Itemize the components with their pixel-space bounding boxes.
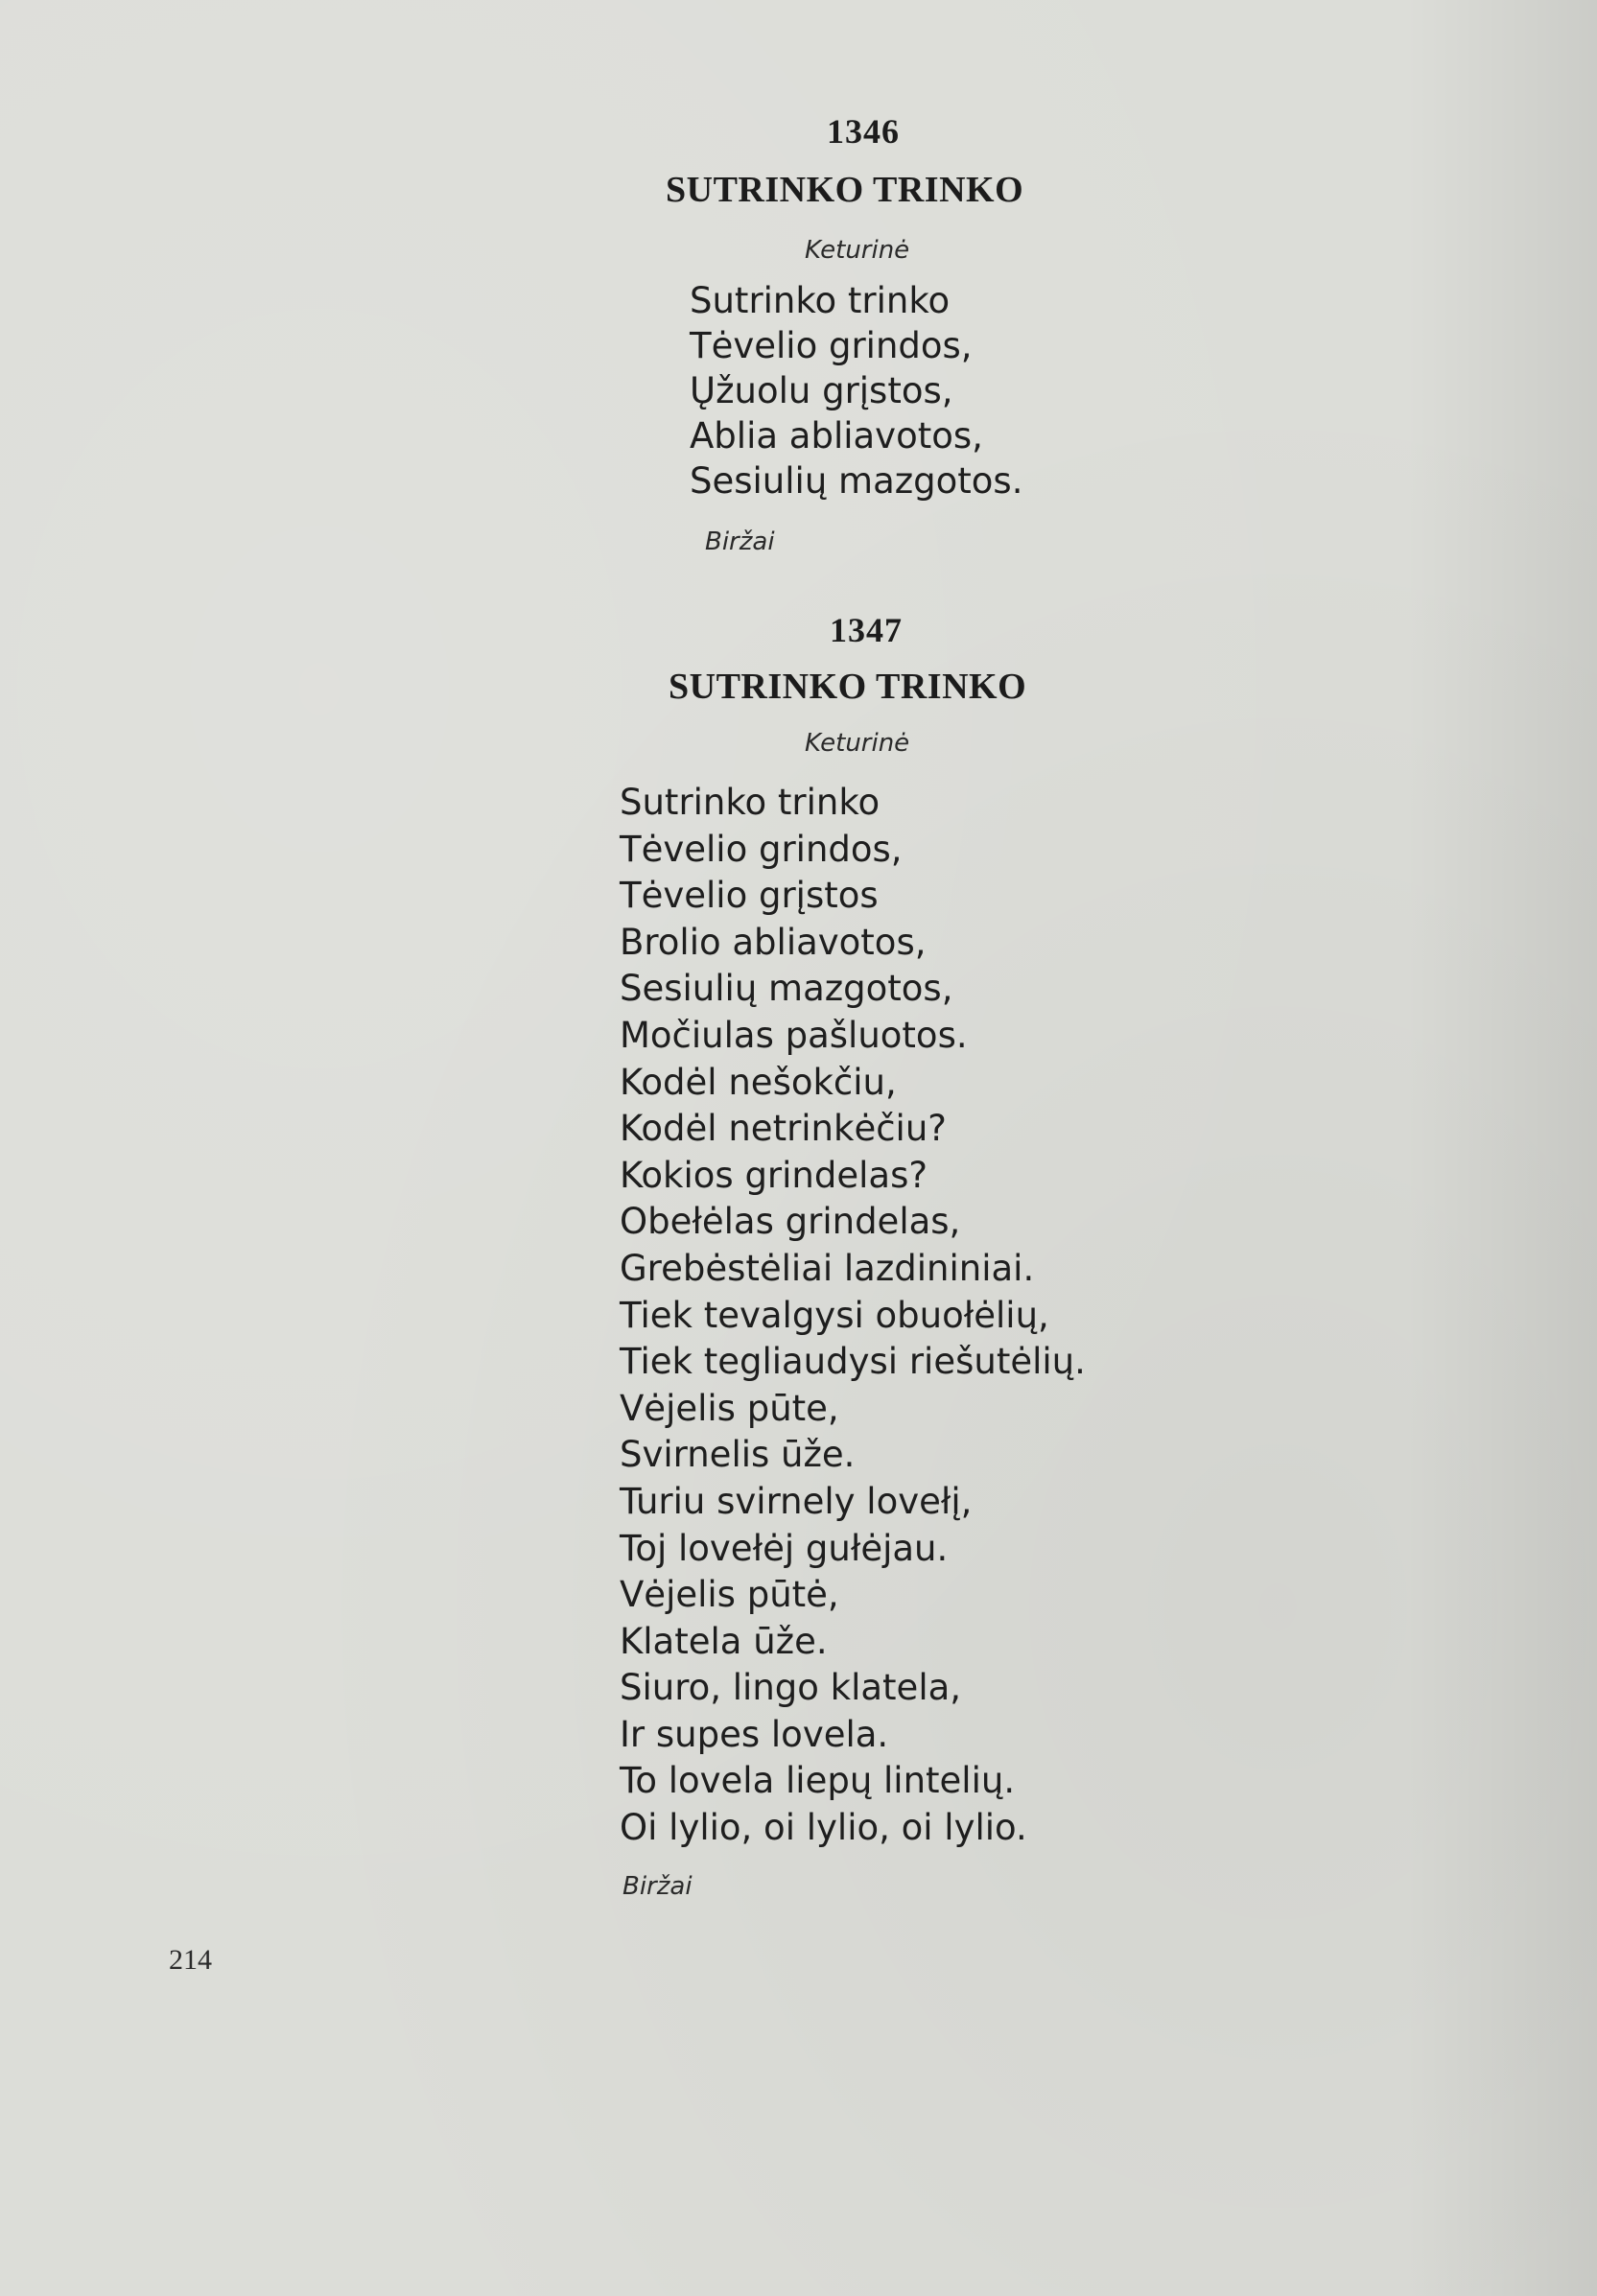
verse-line: To lovela liepų lintelių.: [620, 1760, 1016, 1802]
song-genre: Keturinė: [805, 729, 910, 758]
verse-line: Kodėl netrinkėčiu?: [620, 1108, 947, 1150]
song-place: Biržai: [705, 527, 775, 556]
verse-line: Turiu svirnely lovełį,: [620, 1480, 973, 1522]
verse-line: Močiulas pašluotos.: [620, 1014, 968, 1056]
song-title: SUTRINKO TRINKO: [669, 667, 1027, 707]
verse-line: Klatela ūže.: [620, 1620, 828, 1662]
song-number: 1347: [830, 611, 903, 649]
verse-line: Tėvelio grindos,: [620, 828, 903, 870]
verse-line: Toj lovełėj gułėjau.: [620, 1527, 949, 1569]
verse-line: Ir supes lovela.: [620, 1713, 889, 1755]
song-title: SUTRINKO TRINKO: [666, 170, 1024, 210]
verse-line: Siuro, lingo klatela,: [620, 1667, 962, 1709]
verse-line: Oi lylio, oi lylio, oi lylio.: [620, 1807, 1027, 1849]
verse-line: Kokios grindelas?: [620, 1154, 928, 1196]
verse-line: Brolio abliavotos,: [620, 921, 927, 963]
verse-line: Vėjelis pūtė,: [620, 1574, 839, 1616]
song-verse: [620, 780, 1086, 1852]
verse-line: Obełėlas grindelas,: [620, 1201, 961, 1243]
verse-line: Vėjelis pūte,: [620, 1387, 839, 1429]
verse-line: Sesiulių mazgotos.: [690, 460, 1023, 502]
verse-line: Tėvelio grindos,: [690, 325, 973, 366]
page-number: 214: [169, 1944, 212, 1976]
verse-line: Grebėstėliai lazdininiai.: [620, 1247, 1035, 1289]
verse-line: Sutrinko trinko: [620, 782, 881, 823]
verse-line: Tiek tegliaudysi riešutėlių.: [620, 1341, 1086, 1383]
verse-line: Ųžuolu grįstos,: [690, 370, 953, 411]
song-genre: Keturinė: [805, 236, 910, 265]
song-place: Biržai: [622, 1872, 693, 1901]
verse-line: Sesiulių mazgotos,: [620, 968, 953, 1010]
song-number: 1346: [827, 112, 900, 151]
verse-line: Tėvelio grįstos: [620, 875, 879, 917]
verse-line: Svirnelis ūže.: [620, 1434, 856, 1476]
verse-line: Kodėl nešokčiu,: [620, 1061, 897, 1103]
verse-line: Sutrinko trinko: [690, 280, 951, 321]
song-verse: [690, 278, 1022, 504]
verse-line: Tiek tevalgysi obuołėlių,: [620, 1294, 1049, 1336]
verse-line: Ablia abliavotos,: [690, 415, 983, 457]
